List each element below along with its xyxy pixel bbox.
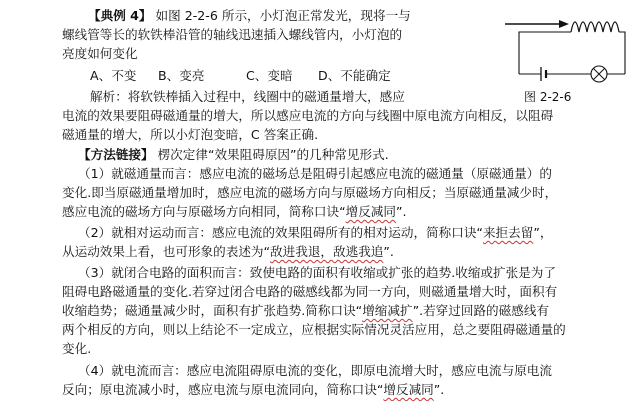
method-p1-line-2: 变化.即当原磁通量增加时，感应电流的磁场方向与原磁场方向相反；当原磁通量减少时， [62,185,558,200]
option-b: B、变亮 [158,68,205,83]
example-line-3: 亮度如何变化 [62,46,138,61]
answer-options [90,66,391,85]
method-p3-line-3: 收缩趋势；磁通量减少时，面积有扩张趋势.简称口诀“增缩减扩”.若穿过回路的磁感线有 [62,303,550,318]
option-a: A、不变 [90,68,137,83]
arrow-head-icon [559,20,569,28]
method-p3-line-2: 阻碍电路磁通量的变化.若穿过闭合电路的磁感线都为同一方向，则磁通量增大时，面积有 [62,284,558,299]
method-p3-line-4: 两个相反的方向，则以上结论不一定成立，应根据实际情况灵活应用，总之要阻碍磁通量的 [62,322,566,337]
option-d: D、不能确定 [318,68,391,83]
method-p4-line-2: 反向；原电流减小时，感应电流与原电流同向，简称口诀“增反减同”. [62,382,445,397]
solenoid-coil-icon [571,22,619,32]
method-p4-line-1: （4）就电流而言：感应电流阻碍原电流的变化，即原电流增大时，感应电流与原电流 [78,363,552,378]
mnemonic-increase-opposite: 增反减同 [345,204,396,219]
analysis-line-3: 磁通量的增大，所以小灯泡变暗，C 答案正确. [62,127,319,142]
method-heading [78,145,389,164]
method-p1-line-3: 感应电流的磁场方向与原磁场方向相同，简称口诀“增反减同”. [62,204,407,219]
example-line-1 [88,6,411,25]
figure-caption: 图 2-2-6 [524,90,572,104]
analysis-line-1: 解析：将软铁棒插入过程中，线圈中的磁通量增大，感应 [90,89,405,104]
method-p1-line-1: （1）就磁通量而言：感应电流的磁场总是阻碍引起感应电流的磁通量（原磁通量）的 [78,166,552,181]
option-c: C、变暗 [246,68,293,83]
analysis-line-2: 电流的效果要阻碍磁通量的增大，所以感应电流的方向与线圈中原电流方向相反，以阻碍 [62,108,554,123]
mnemonic-come-refuse-go-stay: 来拒去留 [482,225,534,240]
mnemonic-current-opposite: 增反减同 [383,382,434,397]
example-text: 如图 2-2-6 所示，小灯泡正常发光，现将一与 [151,8,411,23]
example-tag: 【典例 4】 [88,8,152,23]
method-p3-line-1: （3）就闭合电路的面积而言：致使电路的面积有收缩或扩张的趋势.收缩或扩张是为了 [78,265,556,280]
method-intro: 楞次定律“效果阻碍原因”的几种常见形式. [153,147,389,162]
method-p2-line-2: 从运动效果上看，也可形象的表述为“敌进我退，敌逃我追”. [62,244,394,259]
method-tag: 【方法链接】 [78,147,154,162]
method-p3-line-5: 变化. [62,341,92,356]
mnemonic-advance-retreat: 敌进我退，敌逃我追 [270,244,384,259]
mnemonic-increase-shrink: 增缩减扩 [362,303,413,318]
example-line-2: 螺线管等长的软铁棒沿管的轴线迅速插入螺线管内，小灯泡的 [62,27,403,42]
method-p2-line-1: （2）就相对运动而言：感应电流的效果阻碍所有的相对运动，简称口诀“来拒去留”， [78,225,553,240]
